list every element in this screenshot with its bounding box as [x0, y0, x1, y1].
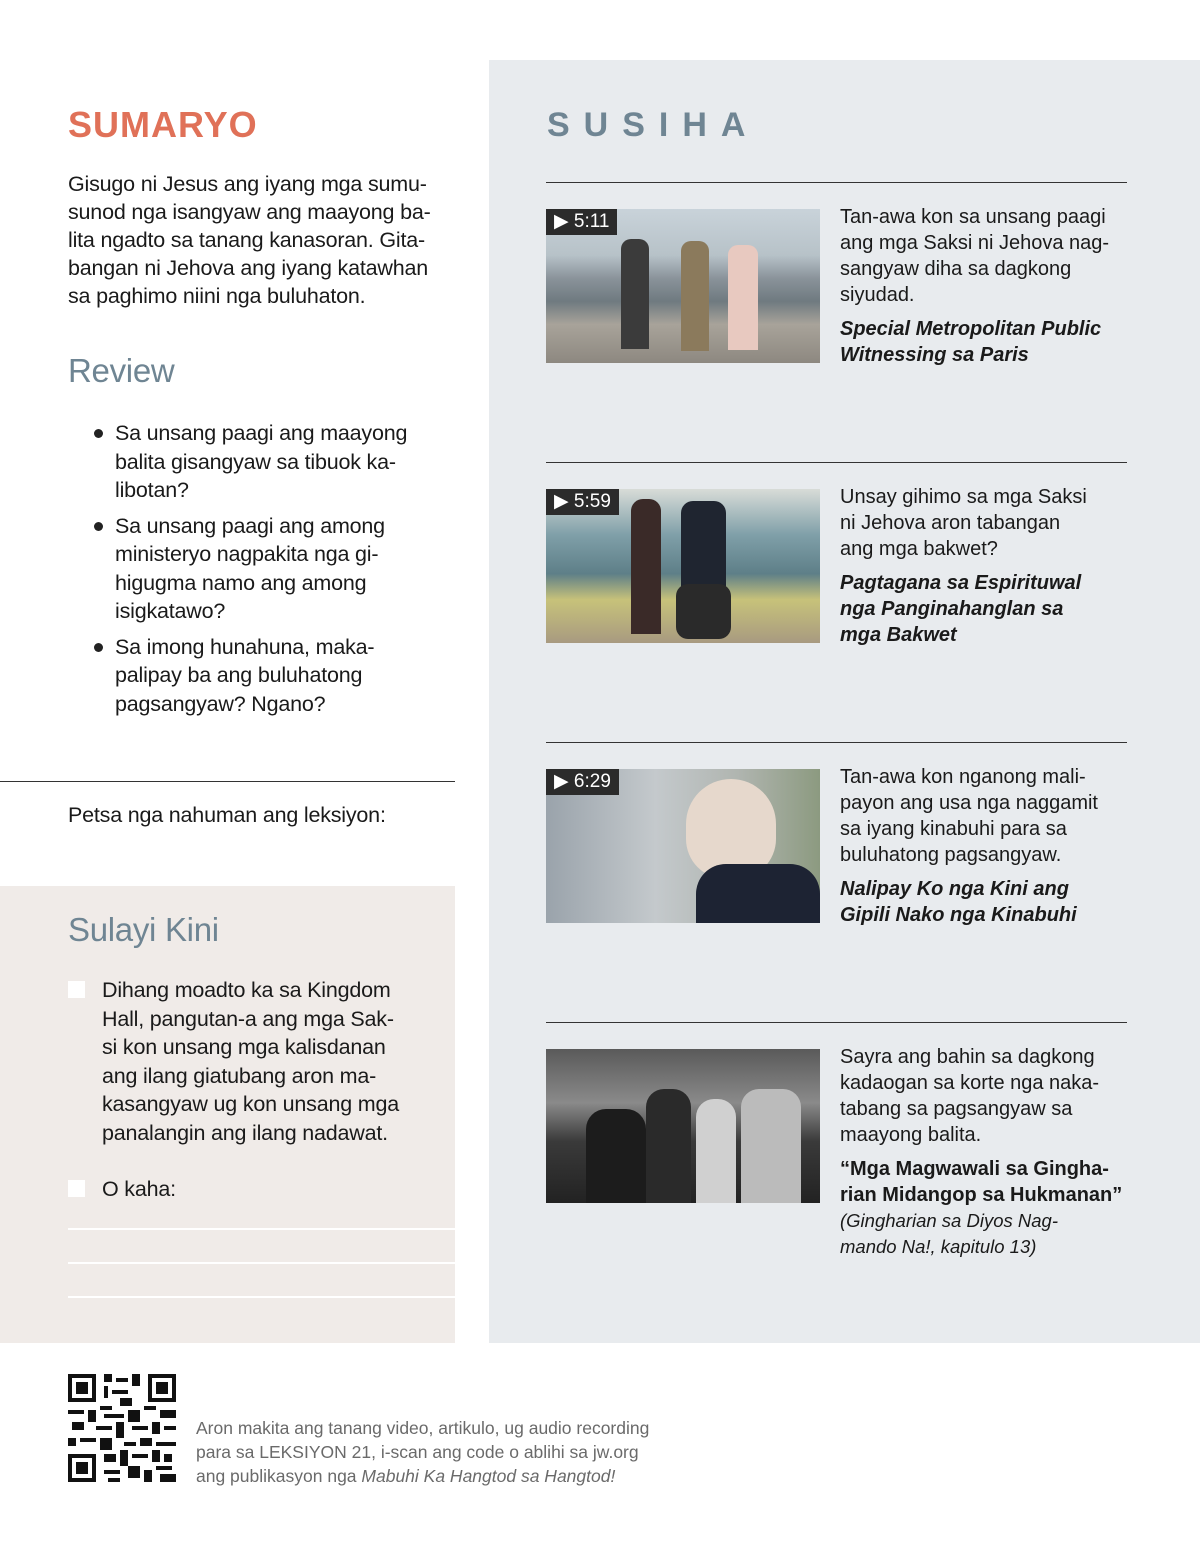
line: ministeryo nagpakita nga gi- [115, 542, 379, 566]
summary-line: lita ngadto sa tanang kanasoran. Gita- [68, 228, 425, 252]
summary-line: sunod nga isangyaw ang maayong ba- [68, 200, 431, 224]
video-title-link[interactable] [840, 876, 1130, 928]
try-heading: Sulayi Kini [68, 911, 219, 948]
divider [546, 182, 1127, 183]
line: tabang sa pagsangyaw sa [840, 1098, 1073, 1120]
line: panalangin ang ilang nadawat. [102, 1120, 388, 1145]
line: Gipili Nako nga Kinabuhi [840, 904, 1077, 926]
line: sa iyang kinabuhi para sa [840, 818, 1067, 840]
line: Sa imong hunahuna, maka- [115, 634, 375, 659]
divider [546, 462, 1127, 463]
duration: 6:29 [573, 771, 611, 792]
line [196, 1464, 649, 1488]
text: ang publikasyon nga [196, 1466, 362, 1486]
line: kasangyaw ug kon unsang mga [102, 1092, 399, 1117]
line: palipay ba ang buluhatong [115, 663, 363, 687]
article-item[interactable] [546, 1022, 1127, 1257]
video-thumbnail[interactable] [546, 489, 820, 643]
line: Witnessing sa Paris [840, 344, 1029, 366]
write-line[interactable] [68, 1228, 455, 1230]
line: libotan? [115, 478, 189, 502]
line: “Mga Magwawali sa Gingha- [840, 1158, 1109, 1180]
explore-heading: SUSIHA [547, 106, 760, 144]
line: Dihang moadto ka sa Kingdom [102, 978, 391, 1002]
line: Sa unsang paagi ang maayong [115, 421, 408, 445]
article-source [840, 1208, 1130, 1260]
line: Sayra ang bahin sa dagkong [840, 1046, 1095, 1068]
line: Tan-awa kon sa unsang paagi [840, 206, 1106, 228]
duration-badge [546, 769, 619, 795]
duration-badge [546, 489, 619, 515]
line: pagsangyaw? Ngano? [115, 691, 326, 716]
line: Pagtagana sa Espirituwal [840, 572, 1082, 594]
line: maayong balita. [840, 1124, 982, 1146]
qr-code[interactable] [68, 1374, 176, 1482]
line: mando Na!, kapitulo 13) [840, 1236, 1037, 1257]
review-question [68, 633, 407, 719]
video-description [840, 484, 1130, 648]
line: ni Jehova aron tabangan [840, 512, 1061, 534]
line: O kaha: [102, 1176, 176, 1201]
summary-text [68, 170, 431, 310]
summary-line: sa paghimo niini nga buluhaton. [68, 284, 366, 308]
video-item[interactable] [546, 462, 1127, 646]
line: mga Bakwet [840, 624, 957, 646]
video-description [840, 204, 1130, 368]
play-icon: ▶ [554, 211, 569, 232]
line: ang mga bakwet? [840, 538, 998, 560]
checkbox[interactable] [68, 1180, 85, 1197]
play-icon: ▶ [554, 491, 569, 512]
line: Aron makita ang tanang video, artikulo, ug audio recording [196, 1418, 650, 1438]
try-item [68, 1175, 399, 1204]
line: si kon unsang mga kalisdanan [102, 1035, 386, 1060]
video-description [840, 764, 1130, 928]
line: payon ang usa nga naggamit [840, 792, 1098, 814]
review-heading: Review [68, 352, 175, 389]
article-description [840, 1044, 1130, 1260]
line: (Gingharian sa Diyos Nag- [840, 1210, 1058, 1231]
article-title-link[interactable] [840, 1156, 1130, 1208]
line: Unsay gihimo sa mga Saksi [840, 486, 1087, 508]
duration: 5:11 [573, 211, 610, 232]
duration: 5:59 [573, 491, 611, 512]
line: nga Panginahanglan sa [840, 598, 1064, 620]
line: sangyaw diha sa dagkong [840, 258, 1072, 280]
review-question [68, 512, 407, 626]
line: ang mga Saksi ni Jehova nag- [840, 232, 1110, 254]
summary-line: bangan ni Jehova ang iyang katawhan [68, 256, 428, 280]
completion-date-label: Petsa nga nahuman ang leksiyon: [68, 803, 386, 827]
try-item [68, 976, 399, 1148]
write-line[interactable] [68, 1262, 455, 1264]
video-title-link[interactable] [840, 316, 1130, 368]
line: Tan-awa kon nganong mali- [840, 766, 1086, 788]
review-question [68, 419, 407, 505]
line: siyudad. [840, 284, 915, 306]
publication-title: Mabuhi Ka Hangtod sa Hangtod! [361, 1466, 616, 1486]
video-thumbnail[interactable] [546, 769, 820, 923]
play-icon: ▶ [554, 771, 569, 792]
article-photo [546, 1049, 820, 1203]
line: Special Metropolitan Public [840, 318, 1102, 340]
line: Sa unsang paagi ang among [115, 513, 385, 538]
video-thumbnail[interactable] [546, 209, 820, 363]
line: higugma namo ang among [115, 570, 367, 595]
line: para sa LEKSIYON 21, i-scan ang code o ablihi sa jw.org [196, 1442, 639, 1462]
line: buluhatong pagsangyaw. [840, 844, 1062, 866]
footer-note [196, 1416, 649, 1488]
line: kadaogan sa korte nga naka- [840, 1072, 1100, 1094]
line: ang ilang giatubang aron ma- [102, 1063, 377, 1088]
summary-line: Gisugo ni Jesus ang iyang mga sumu- [68, 172, 427, 196]
video-title-link[interactable] [840, 570, 1130, 648]
checkbox[interactable] [68, 981, 85, 998]
line: balita gisangyaw sa tibuok ka- [115, 449, 396, 474]
try-list [68, 976, 399, 1203]
line: rian Midangop sa Hukmanan” [840, 1184, 1123, 1206]
qr-code-icon [68, 1374, 176, 1482]
line: Nalipay Ko nga Kini ang [840, 878, 1069, 900]
video-item[interactable] [546, 742, 1127, 926]
write-line[interactable] [68, 1296, 455, 1298]
duration-badge [546, 209, 617, 235]
divider [546, 742, 1127, 743]
review-list [68, 419, 407, 718]
divider [546, 1022, 1127, 1023]
line: Hall, pangutan-a ang mga Sak- [102, 1006, 394, 1031]
divider [0, 781, 455, 782]
line: isigkatawo? [115, 599, 226, 623]
video-item[interactable] [546, 182, 1127, 366]
summary-heading: SUMARYO [68, 104, 258, 145]
